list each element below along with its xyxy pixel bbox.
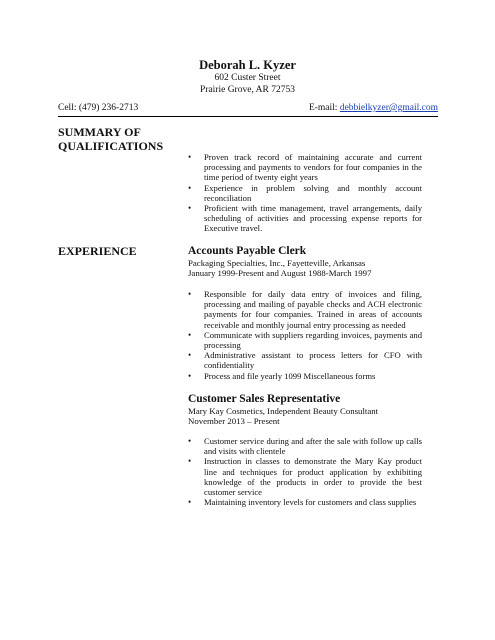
contact-line — [58, 103, 438, 115]
job-title: Accounts Payable Clerk — [188, 245, 307, 257]
resume-header — [0, 58, 495, 96]
applicant-name: Deborah L. Kyzer — [199, 58, 296, 72]
summary-heading — [58, 125, 163, 153]
city-state-zip: Prairie Grove, AR 72753 — [200, 85, 295, 95]
summary-list — [188, 152, 422, 234]
job-company: Packaging Specialties, Inc., Fayetteville, Arkansas — [188, 258, 366, 268]
email-link[interactable]: debbielkyzer@gmail.com — [339, 103, 438, 113]
list-item: • Administrative assistant to process letters for CFO with confidentiality — [188, 350, 422, 370]
header-divider — [58, 116, 438, 117]
job-duties-list — [188, 436, 422, 507]
job-dates: January 1999-Present and August 1988-March 1997 — [188, 268, 372, 278]
summary-heading-line2: QUALIFICATIONS — [58, 139, 164, 153]
list-item: • Proficient with time management, travel arrangements, daily scheduling of activities and processing expense reports for Executive travel. — [188, 203, 422, 234]
list-item: • Maintaining inventory levels for customers and class supplies — [188, 497, 422, 507]
list-item: • Instruction in classes to demonstrate the Mary Kay product line and techniques for product application by exhibiting knowledge of the products in order to provide the best customer service — [188, 456, 422, 497]
job-duties-list — [188, 289, 422, 381]
list-item: • Communicate with suppliers regarding invoices, payments and processing — [188, 330, 422, 350]
job-title: Customer Sales Representative — [188, 393, 341, 405]
list-item: • Proven track record of maintaining accurate and current processing and payments to vendors for four companies in the time period of twenty eight years — [188, 152, 422, 183]
email-block — [309, 103, 438, 113]
job-dates: November 2013 – Present — [188, 416, 280, 426]
list-item: • Responsible for daily data entry of invoices and filing, processing and mailing of payable checks and ACH electronic payments for four companies. Trained in areas of accounts receivable and monthly journal entry processing as needed — [188, 289, 422, 330]
email-label: E-mail: — [308, 103, 340, 113]
job-company: Mary Kay Cosmetics, Independent Beauty Consultant — [188, 406, 379, 416]
street-address: 602 Custer Street — [214, 73, 281, 83]
list-item: • Experience in problem solving and monthly account reconciliation — [188, 183, 422, 203]
cell-phone: Cell: (479) 236-2713 — [58, 103, 139, 113]
summary-heading-line1: SUMMARY OF — [58, 125, 141, 139]
list-item: • Customer service during and after the sale with follow up calls and visits with clientele — [188, 436, 422, 456]
list-item: • Process and file yearly 1099 Miscellaneous forms — [188, 371, 422, 381]
experience-heading: EXPERIENCE — [58, 244, 137, 258]
